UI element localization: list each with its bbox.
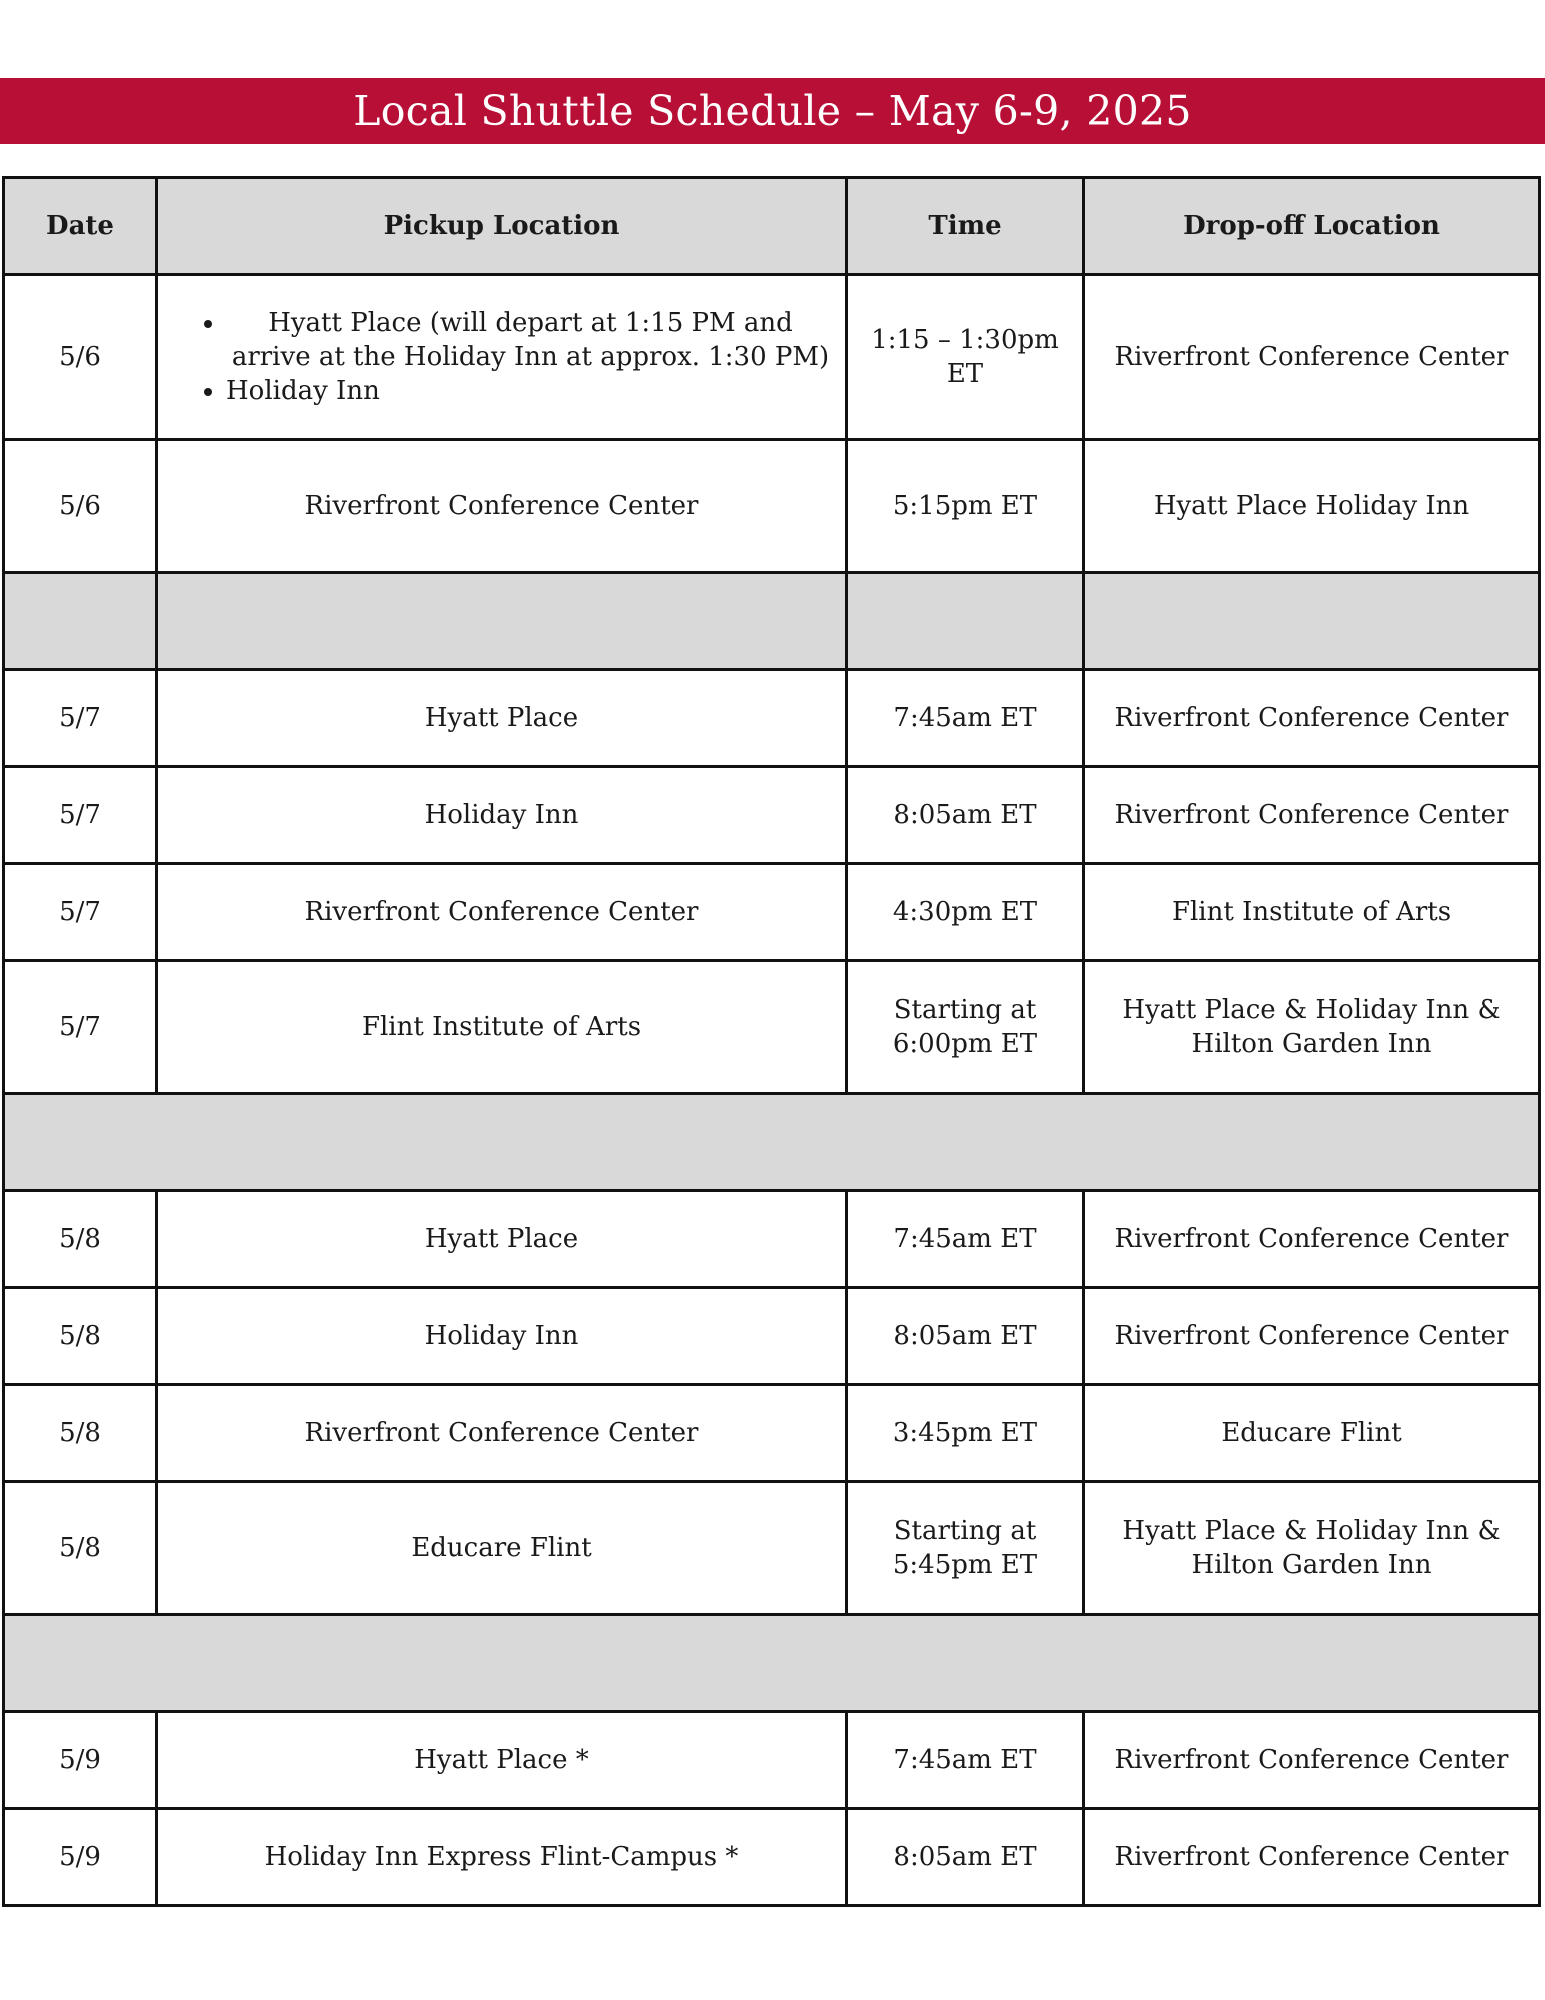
cell-time: 4:30pm ET — [847, 864, 1084, 961]
separator-cell — [157, 573, 847, 670]
table-row — [4, 670, 1540, 767]
table-row — [4, 961, 1540, 1094]
cell-date: 5/6 — [4, 440, 157, 573]
cell-dropoff-location: Riverfront Conference Center — [1084, 767, 1540, 864]
cell-time: 7:45am ET — [847, 670, 1084, 767]
table-row — [4, 440, 1540, 573]
cell-dropoff-location: Hyatt Place & Holiday Inn & Hilton Garden Inn — [1084, 1482, 1540, 1615]
table-row — [4, 275, 1540, 440]
pickup-list — [168, 306, 835, 408]
table-row — [4, 1482, 1540, 1615]
cell-pickup-location: Holiday Inn — [157, 767, 847, 864]
cell-pickup-location: Riverfront Conference Center — [157, 864, 847, 961]
table-row — [4, 864, 1540, 961]
cell-pickup-location: Flint Institute of Arts — [157, 961, 847, 1094]
header-time: Time — [847, 178, 1084, 275]
separator-cell — [847, 573, 1084, 670]
cell-dropoff-location: Educare Flint — [1084, 1385, 1540, 1482]
cell-time: 7:45am ET — [847, 1712, 1084, 1809]
cell-time: 5:15pm ET — [847, 440, 1084, 573]
cell-time: 8:05am ET — [847, 1288, 1084, 1385]
cell-time: 1:15 – 1:30pm ET — [847, 275, 1084, 440]
cell-time: 8:05am ET — [847, 1809, 1084, 1906]
page-title: Local Shuttle Schedule – May 6-9, 2025 — [0, 78, 1545, 144]
cell-date: 5/8 — [4, 1288, 157, 1385]
table-row — [4, 1191, 1540, 1288]
cell-pickup-location: Hyatt Place — [157, 1191, 847, 1288]
cell-dropoff-location: Riverfront Conference Center — [1084, 1809, 1540, 1906]
separator-cell — [1084, 573, 1540, 670]
separator-cell — [4, 1615, 1540, 1712]
table-row — [4, 1385, 1540, 1482]
table-row — [4, 1712, 1540, 1809]
header-dropoff-location: Drop-off Location — [1084, 178, 1540, 275]
cell-pickup-location: Hyatt Place — [157, 670, 847, 767]
shuttle-schedule-table — [2, 176, 1541, 1907]
cell-date: 5/7 — [4, 670, 157, 767]
cell-dropoff-location: Flint Institute of Arts — [1084, 864, 1540, 961]
cell-pickup-location: Riverfront Conference Center — [157, 1385, 847, 1482]
header-pickup-location: Pickup Location — [157, 178, 847, 275]
separator-row — [4, 1615, 1540, 1712]
cell-date: 5/8 — [4, 1482, 157, 1615]
table-row — [4, 1809, 1540, 1906]
cell-pickup-location — [157, 275, 847, 440]
cell-date: 5/6 — [4, 275, 157, 440]
cell-dropoff-location: Hyatt Place & Holiday Inn & Hilton Garden Inn — [1084, 961, 1540, 1094]
cell-dropoff-location: Riverfront Conference Center — [1084, 1288, 1540, 1385]
cell-time: Starting at 6:00pm ET — [847, 961, 1084, 1094]
cell-date: 5/9 — [4, 1809, 157, 1906]
cell-time: 7:45am ET — [847, 1191, 1084, 1288]
table-row — [4, 767, 1540, 864]
separator-row — [4, 1094, 1540, 1191]
table-header-row — [4, 178, 1540, 275]
cell-time: 3:45pm ET — [847, 1385, 1084, 1482]
cell-dropoff-location: Riverfront Conference Center — [1084, 1191, 1540, 1288]
pickup-list-item: • Hyatt Place (will depart at 1:15 PM and arrive at the Holiday Inn at approx. 1:30 PM) — [226, 306, 835, 374]
cell-pickup-location: Riverfront Conference Center — [157, 440, 847, 573]
table-row — [4, 1288, 1540, 1385]
cell-date: 5/7 — [4, 864, 157, 961]
cell-time: Starting at 5:45pm ET — [847, 1482, 1084, 1615]
cell-pickup-location: Hyatt Place * — [157, 1712, 847, 1809]
cell-dropoff-location: Riverfront Conference Center — [1084, 275, 1540, 440]
separator-cell — [4, 1094, 1540, 1191]
cell-dropoff-location: Hyatt Place Holiday Inn — [1084, 440, 1540, 573]
separator-row — [4, 573, 1540, 670]
pickup-list-item: • Holiday Inn — [226, 374, 835, 408]
cell-date: 5/7 — [4, 767, 157, 864]
cell-dropoff-location: Riverfront Conference Center — [1084, 670, 1540, 767]
cell-date: 5/9 — [4, 1712, 157, 1809]
cell-date: 5/7 — [4, 961, 157, 1094]
cell-pickup-location: Educare Flint — [157, 1482, 847, 1615]
cell-date: 5/8 — [4, 1191, 157, 1288]
cell-pickup-location: Holiday Inn Express Flint-Campus * — [157, 1809, 847, 1906]
cell-dropoff-location: Riverfront Conference Center — [1084, 1712, 1540, 1809]
cell-time: 8:05am ET — [847, 767, 1084, 864]
separator-cell — [4, 573, 157, 670]
header-date: Date — [4, 178, 157, 275]
cell-pickup-location: Holiday Inn — [157, 1288, 847, 1385]
cell-date: 5/8 — [4, 1385, 157, 1482]
